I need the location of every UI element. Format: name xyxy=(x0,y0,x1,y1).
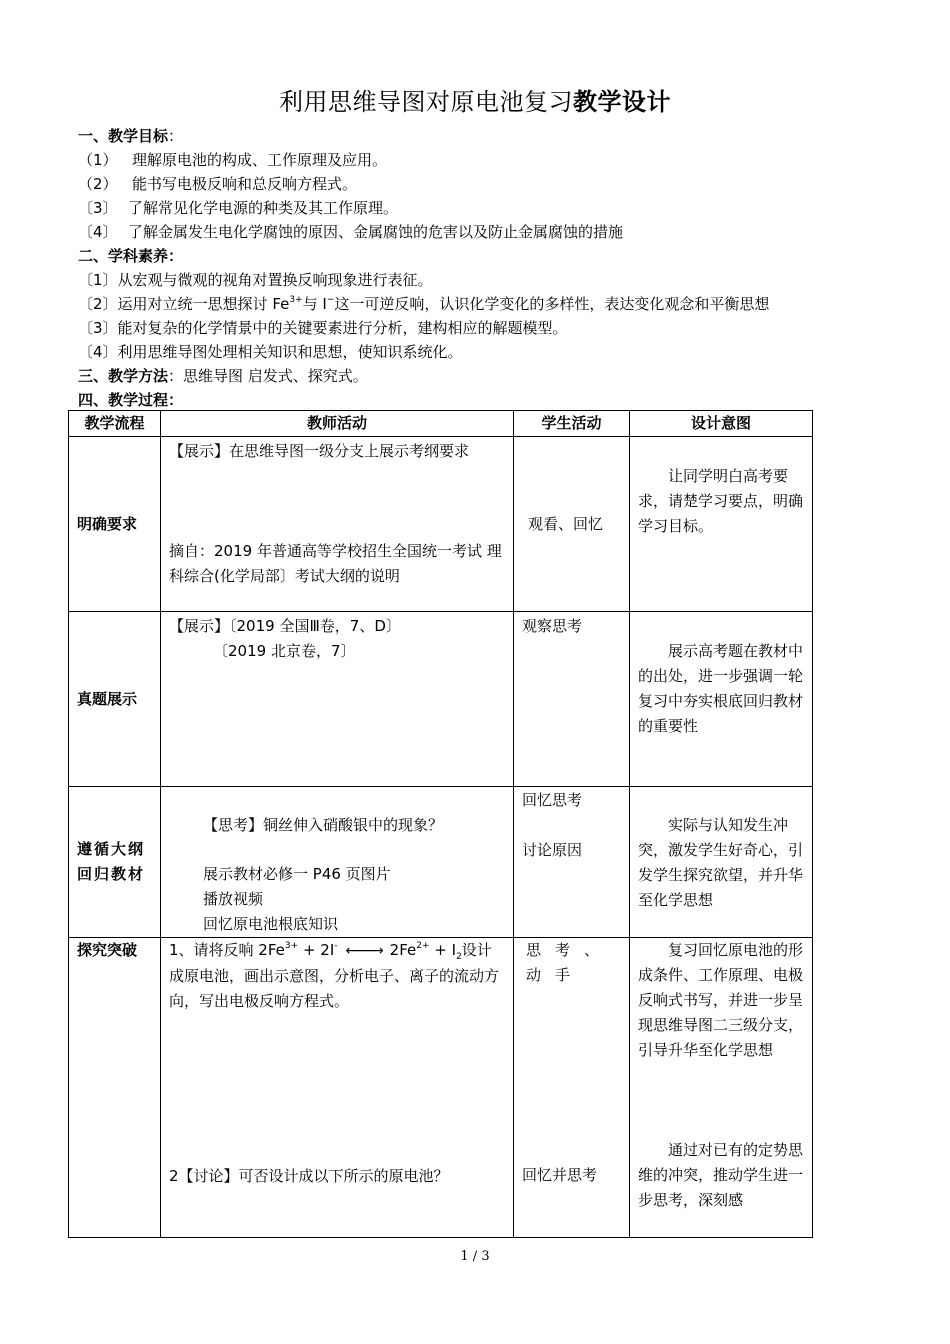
intent-cell xyxy=(630,437,813,612)
student-text: 观看、回忆 xyxy=(528,514,604,533)
objective-num: 〔4〕 xyxy=(78,223,118,241)
objective-text: 能书写电极反响和总反响方程式。 xyxy=(132,175,358,193)
literacy-heading-text: 二、学科素养： xyxy=(78,247,184,265)
objectives-heading-text: 一、教学目标 xyxy=(78,127,169,145)
objective-num: 〔3〕 xyxy=(78,199,118,217)
teaching-process-table xyxy=(68,410,813,1238)
table-row xyxy=(69,437,813,612)
method-line xyxy=(78,364,878,388)
student-cell xyxy=(514,787,630,938)
stage-cell: 遵循大纲回归教材 xyxy=(69,787,161,938)
table-row xyxy=(69,938,813,1238)
teacher-cell xyxy=(161,787,514,938)
intent-cell xyxy=(630,612,813,787)
objective-text: 理解原电池的构成、工作原理及应用。 xyxy=(132,151,388,169)
literacy-item xyxy=(78,292,878,316)
objective-text: 了解金属发生电化学腐蚀的原因、金属腐蚀的危害以及防止金属腐蚀的措施 xyxy=(128,223,624,241)
objective-item xyxy=(78,196,878,220)
eq-plus: + 2I xyxy=(298,941,335,959)
eq-end: + I xyxy=(429,941,457,959)
reversible-arrow-icon: ⟵⟶ xyxy=(345,943,382,959)
method-heading: 三、教学方法 xyxy=(78,367,169,385)
title-bold: 教学设计 xyxy=(573,88,671,116)
document-title xyxy=(0,82,950,117)
method-text: ：思维导图 启发式、探究式。 xyxy=(168,367,368,385)
literacy-item2-mid: 与 I xyxy=(302,295,327,313)
objectives-heading xyxy=(78,124,878,148)
stage-cell: 真题展示 xyxy=(69,612,161,787)
student-cell xyxy=(514,612,630,787)
table-row xyxy=(69,787,813,938)
teacher-cell xyxy=(161,938,514,1238)
teacher-text: 回忆原电池根底知识 xyxy=(203,915,339,933)
eq-lead: 1、请将反响 2Fe xyxy=(169,941,285,959)
eq-superscript: 3+ xyxy=(284,941,299,951)
objective-num: （1） xyxy=(78,151,118,169)
objective-num: （2） xyxy=(78,175,118,193)
teacher-text: 【思考】铜丝伸入硝酸银中的现象？ xyxy=(203,816,444,834)
student-text: 回忆并思考 xyxy=(522,1166,598,1184)
teacher-text: 摘自：2019 年普通高等学校招生全国统一考试 理科综合(化学局部〕考试大纲的说明 xyxy=(169,542,502,585)
teacher-text: 播放视频 xyxy=(203,890,264,908)
eq-subscript: 2 xyxy=(456,952,462,962)
eq-superscript: - xyxy=(334,941,338,951)
header-stage: 教学流程 xyxy=(69,411,161,437)
fe-superscript: 3+ xyxy=(289,295,303,305)
intent-cell xyxy=(630,787,813,938)
intent-text: 让同学明白高考要求，请楚学习要点，明确学习目标。 xyxy=(638,467,804,535)
teacher-cell xyxy=(161,612,514,787)
objective-text: 了解常见化学电源的种类及其工作原理。 xyxy=(128,199,399,217)
document-body xyxy=(78,124,878,412)
intent-text: 实际与认知发生冲突，激发学生好奇心，引发学生探究欲望，并升华至化学思想 xyxy=(638,816,804,909)
reaction-task xyxy=(169,938,505,1014)
process-heading xyxy=(78,388,878,412)
intent-cell xyxy=(630,938,813,1238)
literacy-item: 〔1〕从宏观与微观的视角对置换反响现象进行表征。 xyxy=(78,271,433,289)
intent-text: 展示高考题在教材中的出处，进一步强调一轮复习中夯实根底回归教材的重要性 xyxy=(638,642,804,735)
i-superscript: − xyxy=(326,295,335,305)
literacy-item: 〔3〕能对复杂的化学情景中的关键要素进行分析，建构相应的解题模型。 xyxy=(78,319,568,337)
page-number: 1 / 3 xyxy=(460,1249,490,1264)
task-text: 设计成原电池，画出示意图，分析电子、离子的流动方向，写出电极反响方程式。 xyxy=(169,941,500,1010)
table-header-row xyxy=(69,411,813,437)
literacy-item2-before: 〔2〕运用对立统一思想探讨 Fe xyxy=(78,295,290,313)
literacy-heading xyxy=(78,244,878,268)
title-normal: 利用思维导图对原电池复习 xyxy=(279,88,573,116)
teacher-text: 【展示】在思维导图一级分支上展示考纲要求 xyxy=(169,442,470,460)
objective-item xyxy=(78,220,878,244)
teacher-cell xyxy=(161,437,514,612)
intent-text: 通过对已有的定势思维的冲突，推动学生进一步思考，深刻感 xyxy=(638,1141,804,1209)
student-text: 思考、动手 xyxy=(526,941,614,984)
student-text: 回忆思考 xyxy=(522,791,583,809)
teacher-text: 展示教材必修一 P46 页图片 xyxy=(203,865,391,883)
eq-product: 2Fe xyxy=(389,941,417,959)
student-text: 观察思考 xyxy=(522,617,583,635)
student-cell xyxy=(514,437,630,612)
objective-item xyxy=(78,172,878,196)
objective-item xyxy=(78,148,878,172)
student-text: 讨论原因 xyxy=(522,841,583,859)
header-teacher: 教师活动 xyxy=(161,411,514,437)
literacy-item2-after: 这一可逆反响，认识化学变化的多样性，表达变化观念和平衡思想 xyxy=(334,295,770,313)
stage-cell: 探究突破 xyxy=(69,938,161,1238)
student-cell xyxy=(514,938,630,1238)
teacher-text: 〔2019 北京卷，7〕 xyxy=(213,642,356,660)
teacher-text: 【展示】〔2019 全国Ⅲ卷，7、D〕 xyxy=(169,617,401,635)
stage-cell: 明确要求 xyxy=(69,437,161,612)
table-row xyxy=(69,612,813,787)
header-intent: 设计意图 xyxy=(630,411,813,437)
discussion-text: 2【讨论】可否设计成以下所示的原电池？ xyxy=(169,1167,449,1185)
header-student: 学生活动 xyxy=(514,411,630,437)
literacy-item: 〔4〕利用思维导图处理相关知识和思想，使知识系统化。 xyxy=(78,343,463,361)
process-heading-text: 四、教学过程： xyxy=(78,391,184,409)
objectives-heading-colon: ： xyxy=(168,127,184,145)
eq-superscript: 2+ xyxy=(416,941,430,951)
intent-text: 复习回忆原电池的形成条件、工作原理、电极反响式书写，并进一步呈现思维导图二三级分支，引导升华至化学思想 xyxy=(638,941,804,1059)
